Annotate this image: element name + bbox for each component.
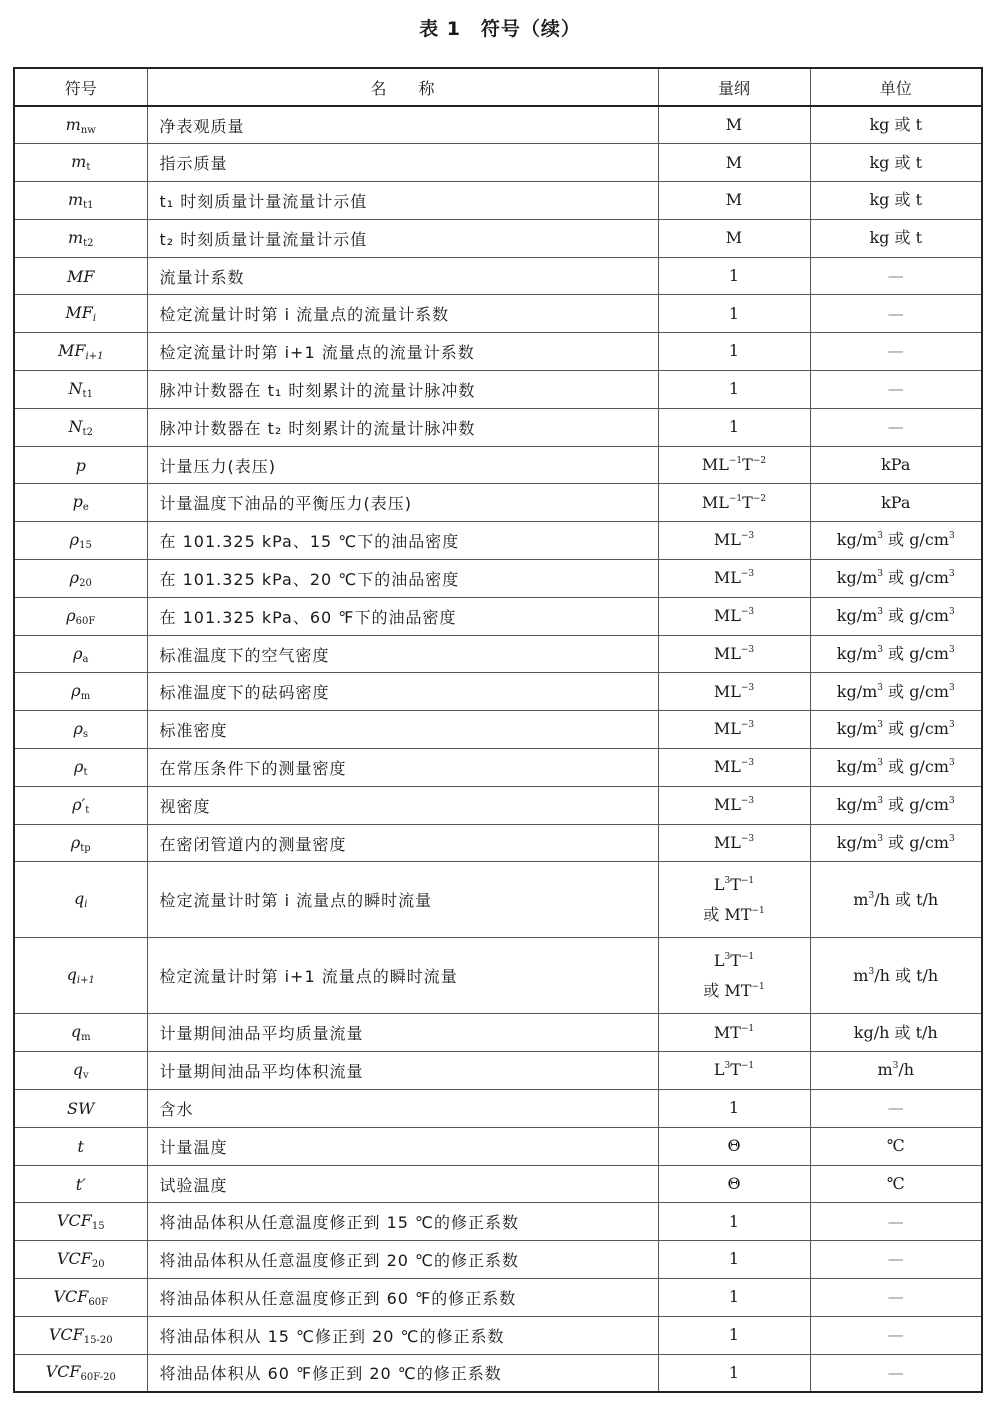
symbol-cell: $\rho_a$ bbox=[14, 635, 147, 673]
table-row bbox=[14, 1014, 982, 1052]
table-row bbox=[14, 408, 982, 446]
name-cell: 指示质量 bbox=[147, 144, 658, 182]
table-row bbox=[14, 1165, 982, 1203]
table-row bbox=[14, 862, 982, 938]
symbol-subscript: 15 bbox=[91, 1221, 105, 1233]
unit-cell: $kg/m^3$ 或 $g/cm^3$ bbox=[810, 673, 982, 711]
name-cell: 净表观质量 bbox=[147, 106, 658, 144]
unit-cell: $kg/m^3$ 或 $g/cm^3$ bbox=[810, 597, 982, 635]
dimension-cell: 1 bbox=[658, 1354, 810, 1392]
name-cell: 含水 bbox=[147, 1090, 658, 1128]
dimension-cell: M bbox=[658, 182, 810, 220]
name-cell: 标准温度下的空气密度 bbox=[147, 635, 658, 673]
superscript: 3 bbox=[724, 951, 731, 962]
superscript: 3 bbox=[877, 644, 884, 655]
dimension-cell: 1 bbox=[658, 1316, 810, 1354]
table-row bbox=[14, 1090, 982, 1128]
superscript: 3 bbox=[877, 758, 884, 769]
unit-cell: $m^3/h$ 或 t/h bbox=[810, 938, 982, 1014]
dimension-cell: $ML^{-3}$ bbox=[658, 711, 810, 749]
unit-cell: $kg/m^3$ 或 $g/cm^3$ bbox=[810, 749, 982, 787]
superscript: −1 bbox=[751, 981, 765, 992]
table-row bbox=[14, 597, 982, 635]
symbol-subscript: 60F bbox=[88, 1296, 109, 1308]
unit-cell: — bbox=[810, 295, 982, 333]
name-cell: 计量压力(表压) bbox=[147, 446, 658, 484]
dimension-cell: $ML^{-3}$ bbox=[658, 749, 810, 787]
superscript: −3 bbox=[740, 607, 755, 618]
symbol-cell: $VCF_{15-20}$ bbox=[14, 1316, 147, 1354]
unit-cell: ℃ bbox=[810, 1127, 982, 1165]
symbol-subscript: i+1 bbox=[85, 351, 104, 363]
symbol-subscript: 60F bbox=[75, 615, 96, 627]
unit-cell: $kg/m^3$ 或 $g/cm^3$ bbox=[810, 711, 982, 749]
name-cell: 将油品体积从任意温度修正到 20 ℃的修正系数 bbox=[147, 1241, 658, 1279]
unit-cell: — bbox=[810, 333, 982, 371]
superscript: 3 bbox=[948, 531, 955, 542]
superscript: −3 bbox=[740, 758, 755, 769]
superscript: −3 bbox=[740, 569, 755, 580]
dimension-cell: $L^3T^{-1}$ 或 $MT^{-1}$ bbox=[658, 938, 810, 1014]
name-cell: 检定流量计时第 i+1 流量点的瞬时流量 bbox=[147, 938, 658, 1014]
symbol-subscript: e bbox=[82, 502, 89, 514]
dimension-cell: M bbox=[658, 219, 810, 257]
name-cell: 视密度 bbox=[147, 786, 658, 824]
dimension-cell: M bbox=[658, 144, 810, 182]
symbol-subscript: 15 bbox=[79, 540, 92, 552]
header-symbol: 符号 bbox=[14, 68, 147, 106]
table-row bbox=[14, 635, 982, 673]
dimension-cell: $ML^{-3}$ bbox=[658, 522, 810, 560]
name-cell: 检定流量计时第 i 流量点的瞬时流量 bbox=[147, 862, 658, 938]
dimension-cell: 1 bbox=[658, 1279, 810, 1317]
name-cell: 将油品体积从任意温度修正到 15 ℃的修正系数 bbox=[147, 1203, 658, 1241]
superscript: 3 bbox=[877, 607, 884, 618]
superscript: 3 bbox=[724, 875, 731, 886]
symbol-cell: $q_m$ bbox=[14, 1014, 147, 1052]
symbol-subscript: t1 bbox=[83, 199, 94, 211]
table-row bbox=[14, 711, 982, 749]
table-row bbox=[14, 938, 982, 1014]
dimension-cell: M bbox=[658, 106, 810, 144]
symbol-cell: $MF_{i+1}$ bbox=[14, 333, 147, 371]
symbol-cell: $VCF_{15}$ bbox=[14, 1203, 147, 1241]
symbol-cell: $N_{t1}$ bbox=[14, 371, 147, 409]
symbol-cell: $q_i$ bbox=[14, 862, 147, 938]
table-row bbox=[14, 749, 982, 787]
symbol-cell: $m_{t1}$ bbox=[14, 182, 147, 220]
superscript: −1 bbox=[728, 455, 743, 466]
table-row bbox=[14, 1354, 982, 1392]
unit-cell: kg/h 或 t/h bbox=[810, 1014, 982, 1052]
symbol-cell: $m_{nw}$ bbox=[14, 106, 147, 144]
dimension-cell: $ML^{-3}$ bbox=[658, 824, 810, 862]
table-row bbox=[14, 257, 982, 295]
table-row bbox=[14, 1052, 982, 1090]
superscript: −1 bbox=[740, 1061, 755, 1072]
table-body bbox=[14, 106, 982, 1392]
unit-cell: kg 或 t bbox=[810, 182, 982, 220]
superscript: 3 bbox=[877, 833, 884, 844]
name-cell: 将油品体积从 60 ℉修正到 20 ℃的修正系数 bbox=[147, 1354, 658, 1392]
symbol-cell: $q_{i+1}$ bbox=[14, 938, 147, 1014]
unit-cell: $kg/m^3$ 或 $g/cm^3$ bbox=[810, 786, 982, 824]
unit-cell: kg 或 t bbox=[810, 144, 982, 182]
superscript: 3 bbox=[948, 720, 955, 731]
dimension-cell: $MT^{-1}$ bbox=[658, 1014, 810, 1052]
symbol-subscript: i bbox=[84, 899, 88, 911]
symbol-cell: $\rho_m$ bbox=[14, 673, 147, 711]
unit-cell: $kg/m^3$ 或 $g/cm^3$ bbox=[810, 824, 982, 862]
symbol-subscript: m bbox=[80, 691, 91, 703]
superscript: −3 bbox=[740, 796, 755, 807]
symbol-cell: $MF_i$ bbox=[14, 295, 147, 333]
symbol-subscript: t bbox=[86, 162, 91, 174]
table-row bbox=[14, 295, 982, 333]
unit-cell: — bbox=[810, 1316, 982, 1354]
symbol-cell: p bbox=[14, 446, 147, 484]
unit-cell: — bbox=[810, 1354, 982, 1392]
unit-cell: — bbox=[810, 1203, 982, 1241]
dimension-cell: 1 bbox=[658, 1203, 810, 1241]
table-row bbox=[14, 371, 982, 409]
dimension-cell: $ML^{-3}$ bbox=[658, 786, 810, 824]
name-cell: 在 101.325 kPa、60 ℉下的油品密度 bbox=[147, 597, 658, 635]
unit-cell: — bbox=[810, 1241, 982, 1279]
symbol-subscript: tp bbox=[80, 842, 91, 854]
table-row bbox=[14, 182, 982, 220]
unit-cell: — bbox=[810, 371, 982, 409]
dimension-cell: 1 bbox=[658, 408, 810, 446]
symbol-subscript: t bbox=[83, 766, 88, 778]
dimension-cell: $ML^{-3}$ bbox=[658, 635, 810, 673]
name-cell: 检定流量计时第 i+1 流量点的流量计系数 bbox=[147, 333, 658, 371]
superscript: 3 bbox=[892, 1061, 899, 1072]
dimension-cell: 1 bbox=[658, 371, 810, 409]
symbol-cell: $VCF_{20}$ bbox=[14, 1241, 147, 1279]
superscript: 3 bbox=[877, 569, 884, 580]
symbol-cell: SW bbox=[14, 1090, 147, 1128]
name-cell: 脉冲计数器在 t₁ 时刻累计的流量计脉冲数 bbox=[147, 371, 658, 409]
superscript: −3 bbox=[740, 833, 755, 844]
unit-cell: — bbox=[810, 408, 982, 446]
superscript: 3 bbox=[724, 1061, 731, 1072]
superscript: −1 bbox=[751, 905, 765, 916]
table-row bbox=[14, 1127, 982, 1165]
table-row bbox=[14, 333, 982, 371]
dimension-cell: $ML^{-3}$ bbox=[658, 560, 810, 598]
name-cell: 在 101.325 kPa、15 ℃下的油品密度 bbox=[147, 522, 658, 560]
symbol-cell: $\rho_{20}$ bbox=[14, 560, 147, 598]
superscript: 3 bbox=[948, 833, 955, 844]
name-cell: 脉冲计数器在 t₂ 时刻累计的流量计脉冲数 bbox=[147, 408, 658, 446]
name-cell: 计量期间油品平均体积流量 bbox=[147, 1052, 658, 1090]
symbol-cell: $\rho_{tp}$ bbox=[14, 824, 147, 862]
symbol-subscript: t2 bbox=[82, 426, 93, 438]
header-unit: 单位 bbox=[810, 68, 982, 106]
dimension-cell: 1 bbox=[658, 257, 810, 295]
symbol-cell: $q_v$ bbox=[14, 1052, 147, 1090]
table-row bbox=[14, 106, 982, 144]
name-cell: 标准密度 bbox=[147, 711, 658, 749]
name-cell: 将油品体积从任意温度修正到 60 ℉的修正系数 bbox=[147, 1279, 658, 1317]
superscript: 3 bbox=[868, 890, 875, 901]
table-row bbox=[14, 219, 982, 257]
table-row bbox=[14, 1316, 982, 1354]
unit-cell: $m^3/h$ bbox=[810, 1052, 982, 1090]
symbol-subscript: i+1 bbox=[76, 975, 95, 987]
superscript: 3 bbox=[948, 682, 955, 693]
table-row bbox=[14, 484, 982, 522]
symbol-subscript: 20 bbox=[91, 1259, 105, 1271]
table-row bbox=[14, 446, 982, 484]
superscript: −1 bbox=[740, 1023, 755, 1034]
symbol-subscript: 60F-20 bbox=[80, 1372, 116, 1384]
superscript: −1 bbox=[740, 951, 755, 962]
symbol-subscript: s bbox=[82, 729, 89, 741]
symbol-cell: $\rho_{15}$ bbox=[14, 522, 147, 560]
unit-cell: kg 或 t bbox=[810, 106, 982, 144]
unit-cell: kg 或 t bbox=[810, 219, 982, 257]
dimension-cell: $ML^{-1}T^{-2}$ bbox=[658, 484, 810, 522]
table-row bbox=[14, 1279, 982, 1317]
unit-cell: kPa bbox=[810, 484, 982, 522]
table-row bbox=[14, 522, 982, 560]
symbol-cell: t′ bbox=[14, 1165, 147, 1203]
name-cell: 计量温度下油品的平衡压力(表压) bbox=[147, 484, 658, 522]
symbol-subscript: v bbox=[83, 1070, 89, 1082]
dimension-cell: $L^3T^{-1}$ 或 $MT^{-1}$ bbox=[658, 862, 810, 938]
unit-cell: — bbox=[810, 1090, 982, 1128]
symbol-cell: t bbox=[14, 1127, 147, 1165]
superscript: 3 bbox=[948, 796, 955, 807]
table-row bbox=[14, 144, 982, 182]
symbol-cell: $\rho_s$ bbox=[14, 711, 147, 749]
superscript: −3 bbox=[740, 720, 755, 731]
name-cell: 在密闭管道内的测量密度 bbox=[147, 824, 658, 862]
symbol-subscript: m bbox=[81, 1032, 91, 1044]
unit-cell: ℃ bbox=[810, 1165, 982, 1203]
unit-cell: — bbox=[810, 1279, 982, 1317]
name-cell: 流量计系数 bbox=[147, 257, 658, 295]
superscript: 3 bbox=[948, 607, 955, 618]
dimension-cell: $ML^{-1}T^{-2}$ bbox=[658, 446, 810, 484]
name-cell: 在常压条件下的测量密度 bbox=[147, 749, 658, 787]
symbol-cell: $m_{t2}$ bbox=[14, 219, 147, 257]
superscript: 3 bbox=[877, 531, 884, 542]
dimension-cell: $ML^{-3}$ bbox=[658, 597, 810, 635]
superscript: 3 bbox=[948, 758, 955, 769]
symbol-cell: $VCF_{60F}$ bbox=[14, 1279, 147, 1317]
superscript: −3 bbox=[740, 644, 755, 655]
superscript: 3 bbox=[877, 682, 884, 693]
name-cell: 计量期间油品平均质量流量 bbox=[147, 1014, 658, 1052]
table-header-row bbox=[14, 68, 982, 106]
symbol-cell: $m_t$ bbox=[14, 144, 147, 182]
header-name: 名 称 bbox=[147, 68, 658, 106]
superscript: 3 bbox=[948, 569, 955, 580]
symbol-cell: $VCF_{60F-20}$ bbox=[14, 1354, 147, 1392]
name-cell: 计量温度 bbox=[147, 1127, 658, 1165]
table-row bbox=[14, 786, 982, 824]
table-row bbox=[14, 824, 982, 862]
dimension-cell: Θ bbox=[658, 1165, 810, 1203]
superscript: −2 bbox=[752, 455, 767, 466]
symbol-cell: $\rho'_t$ bbox=[14, 786, 147, 824]
unit-cell: — bbox=[810, 257, 982, 295]
dimension-cell: $L^3T^{-1}$ bbox=[658, 1052, 810, 1090]
symbol-cell: $p_e$ bbox=[14, 484, 147, 522]
superscript: 3 bbox=[877, 720, 884, 731]
superscript: 3 bbox=[948, 644, 955, 655]
name-cell: 标准温度下的砝码密度 bbox=[147, 673, 658, 711]
symbols-table bbox=[13, 67, 983, 1393]
name-cell: t₂ 时刻质量计量流量计示值 bbox=[147, 219, 658, 257]
symbol-cell: $\rho_t$ bbox=[14, 749, 147, 787]
symbol-subscript: nw bbox=[80, 124, 96, 136]
dimension-cell: 1 bbox=[658, 1090, 810, 1128]
symbol-cell: $\rho_{60F}$ bbox=[14, 597, 147, 635]
table-row bbox=[14, 673, 982, 711]
name-cell: 在 101.325 kPa、20 ℃下的油品密度 bbox=[147, 560, 658, 598]
unit-cell: kPa bbox=[810, 446, 982, 484]
table-title: 表 1 符号（续） bbox=[419, 18, 581, 40]
superscript: −1 bbox=[728, 493, 743, 504]
symbol-subscript: t bbox=[85, 804, 90, 816]
symbol-subscript: a bbox=[82, 653, 89, 665]
header-dimension: 量纲 bbox=[658, 68, 810, 106]
symbol-subscript: 20 bbox=[79, 577, 92, 589]
superscript: 3 bbox=[868, 966, 875, 977]
symbol-subscript: t1 bbox=[82, 388, 93, 400]
symbol-subscript: i bbox=[92, 313, 97, 325]
symbol-subscript: 15-20 bbox=[83, 1334, 113, 1346]
dimension-cell: $ML^{-3}$ bbox=[658, 673, 810, 711]
unit-cell: $kg/m^3$ 或 $g/cm^3$ bbox=[810, 560, 982, 598]
unit-cell: $m^3/h$ 或 t/h bbox=[810, 862, 982, 938]
unit-cell: $kg/m^3$ 或 $g/cm^3$ bbox=[810, 635, 982, 673]
table-row bbox=[14, 560, 982, 598]
dimension-cell: 1 bbox=[658, 333, 810, 371]
symbol-cell: MF bbox=[14, 257, 147, 295]
superscript: −2 bbox=[752, 493, 767, 504]
symbol-subscript: t2 bbox=[83, 237, 94, 249]
table-row bbox=[14, 1203, 982, 1241]
name-cell: 将油品体积从 15 ℃修正到 20 ℃的修正系数 bbox=[147, 1316, 658, 1354]
superscript: −1 bbox=[740, 875, 755, 886]
unit-cell: $kg/m^3$ 或 $g/cm^3$ bbox=[810, 522, 982, 560]
superscript: −3 bbox=[740, 531, 755, 542]
dimension-cell: 1 bbox=[658, 1241, 810, 1279]
name-cell: t₁ 时刻质量计量流量计示值 bbox=[147, 182, 658, 220]
superscript: −3 bbox=[740, 682, 755, 693]
name-cell: 检定流量计时第 i 流量点的流量计系数 bbox=[147, 295, 658, 333]
dimension-cell: 1 bbox=[658, 295, 810, 333]
superscript: 3 bbox=[877, 796, 884, 807]
dimension-cell: Θ bbox=[658, 1127, 810, 1165]
symbol-cell: $N_{t2}$ bbox=[14, 408, 147, 446]
name-cell: 试验温度 bbox=[147, 1165, 658, 1203]
table-row bbox=[14, 1241, 982, 1279]
